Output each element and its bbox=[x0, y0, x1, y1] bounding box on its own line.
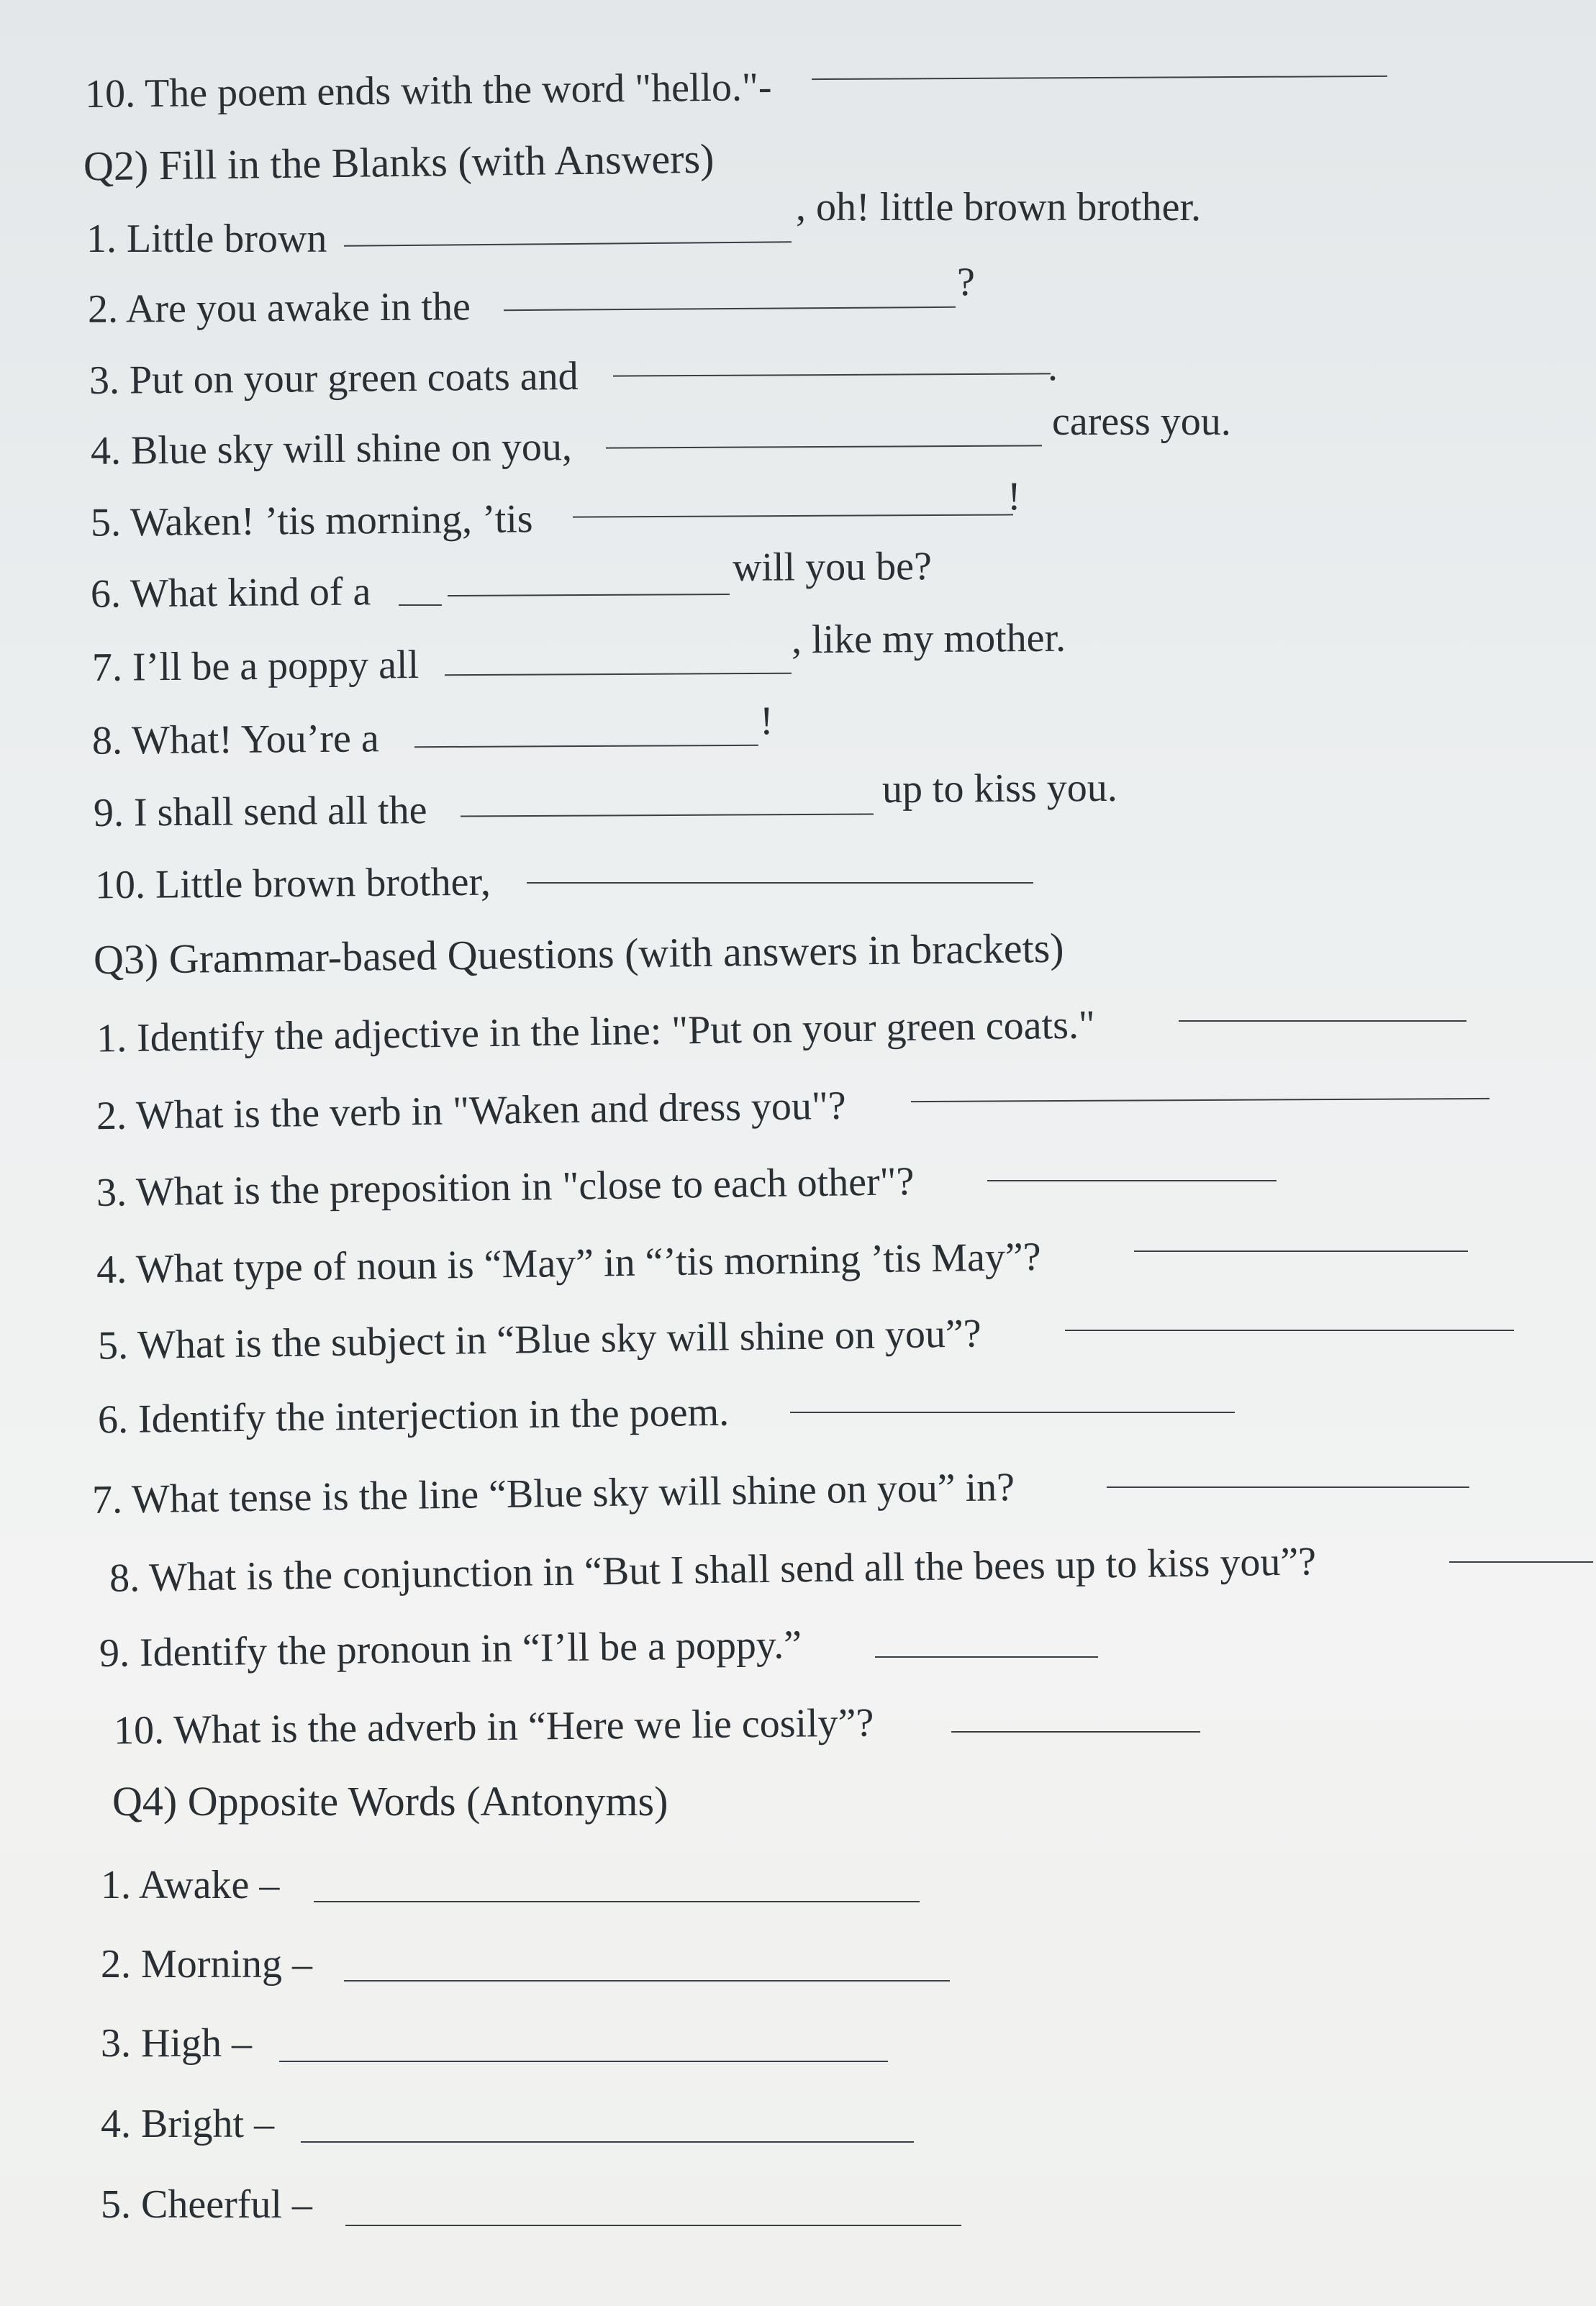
q2-item-8-tail: ! bbox=[760, 699, 774, 743]
q3-item-8: 8. What is the conjunction in “But I shall send all the bees up to kiss you”? bbox=[109, 1539, 1317, 1601]
q4-item-4-blank bbox=[301, 2141, 914, 2143]
q3-item-3-blank bbox=[987, 1180, 1277, 1181]
q2-item-2-tail: ? bbox=[957, 260, 975, 304]
q3-item-1-blank bbox=[1179, 1020, 1466, 1022]
q3-item-5: 5. What is the subject in “Blue sky will shine on you”? bbox=[97, 1311, 982, 1368]
q3-item-7-blank bbox=[1107, 1486, 1469, 1488]
q2-item-4-text: 4. Blue sky will shine on you, bbox=[90, 425, 573, 473]
q2-item-8-blank bbox=[414, 745, 758, 748]
q4-item-5-blank bbox=[345, 2225, 961, 2226]
q2-heading: Q2) Fill in the Blanks (with Answers) bbox=[83, 135, 715, 190]
q4-item-2: 2. Morning – bbox=[101, 1942, 312, 1987]
q3-item-6-blank bbox=[790, 1412, 1235, 1413]
q4-item-4: 4. Bright – bbox=[101, 2102, 275, 2146]
q2-item-5-blank bbox=[573, 514, 1013, 517]
q4-item-1: 1. Awake – bbox=[101, 1863, 280, 1907]
q3-item-5-blank bbox=[1065, 1330, 1514, 1331]
q2-item-3-blank bbox=[613, 373, 1051, 376]
q2-item-5-text: 5. Waken! ’tis morning, ’tis bbox=[90, 496, 533, 545]
q3-item-10-blank bbox=[951, 1731, 1200, 1733]
q2-item-10-text: 10. Little brown brother, bbox=[94, 859, 491, 908]
q2-item-9-tail: up to kiss you. bbox=[881, 765, 1117, 812]
q2-item-7-tail: , like my mother. bbox=[791, 615, 1066, 663]
q2-item-1-blank bbox=[344, 241, 792, 246]
q1-item-10: 10. The poem ends with the word "hello."- bbox=[84, 65, 772, 117]
q3-item-3: 3. What is the preposition in "close to each other"? bbox=[96, 1159, 915, 1215]
q3-item-9-blank bbox=[875, 1656, 1098, 1658]
q2-item-10-blank bbox=[527, 882, 1033, 884]
q4-item-2-blank bbox=[344, 1980, 950, 1982]
q3-item-4: 4. What type of noun is “May” in “’tis morning ’tis May”? bbox=[96, 1234, 1042, 1293]
q3-item-4-blank bbox=[1134, 1250, 1468, 1252]
q2-item-1-text: 1. Little brown bbox=[86, 217, 327, 261]
q2-item-3-tail: . bbox=[1048, 345, 1058, 389]
q3-item-1: 1. Identify the adjective in the line: "Put on your green coats." bbox=[96, 1002, 1096, 1061]
q3-item-2-blank bbox=[911, 1098, 1490, 1102]
q2-item-3-text: 3. Put on your green coats and bbox=[89, 354, 579, 403]
q3-item-8-blank bbox=[1449, 1561, 1593, 1563]
q3-heading: Q3) Grammar-based Questions (with answers in brackets) bbox=[93, 924, 1064, 984]
q2-item-4-tail: caress you. bbox=[1052, 399, 1231, 444]
q2-item-7-blank bbox=[445, 673, 792, 676]
q2-item-9-text: 9. I shall send all the bbox=[93, 787, 427, 836]
q2-item-5-tail: ! bbox=[1007, 474, 1021, 519]
q4-item-5: 5. Cheerful – bbox=[101, 2182, 312, 2227]
q3-item-7: 7. What tense is the line “Blue sky will shine on you” in? bbox=[91, 1465, 1015, 1522]
q2-item-6-blank bbox=[399, 604, 442, 606]
q4-item-3: 3. High – bbox=[101, 2021, 252, 2066]
q3-item-10: 10. What is the adverb in “Here we lie cosily”? bbox=[113, 1700, 874, 1753]
q2-item-1-tail: , oh! little brown brother. bbox=[796, 185, 1202, 230]
q1-item-10-blank bbox=[812, 76, 1387, 80]
q4-heading: Q4) Opposite Words (Antonyms) bbox=[112, 1778, 668, 1825]
q2-item-6-blank bbox=[448, 594, 730, 596]
q2-item-2-blank bbox=[504, 307, 956, 311]
q4-item-1-blank bbox=[314, 1901, 920, 1902]
q2-item-6-tail: will you be? bbox=[732, 544, 933, 590]
q2-item-7-text: 7. I’ll be a poppy all bbox=[91, 643, 420, 690]
q2-item-6-text: 6. What kind of a bbox=[90, 569, 371, 617]
q3-item-6: 6. Identify the interjection in the poem. bbox=[97, 1389, 730, 1443]
q2-item-8-text: 8. What! You’re a bbox=[91, 716, 379, 763]
q3-item-9: 9. Identify the pronoun in “I’ll be a poppy.” bbox=[99, 1622, 802, 1676]
q2-item-2-text: 2. Are you awake in the bbox=[87, 284, 471, 332]
q2-item-4-blank bbox=[606, 445, 1042, 448]
q4-item-3-blank bbox=[279, 2061, 888, 2062]
q3-item-2: 2. What is the verb in "Waken and dress you"? bbox=[96, 1083, 847, 1139]
q2-item-9-blank bbox=[461, 813, 874, 817]
